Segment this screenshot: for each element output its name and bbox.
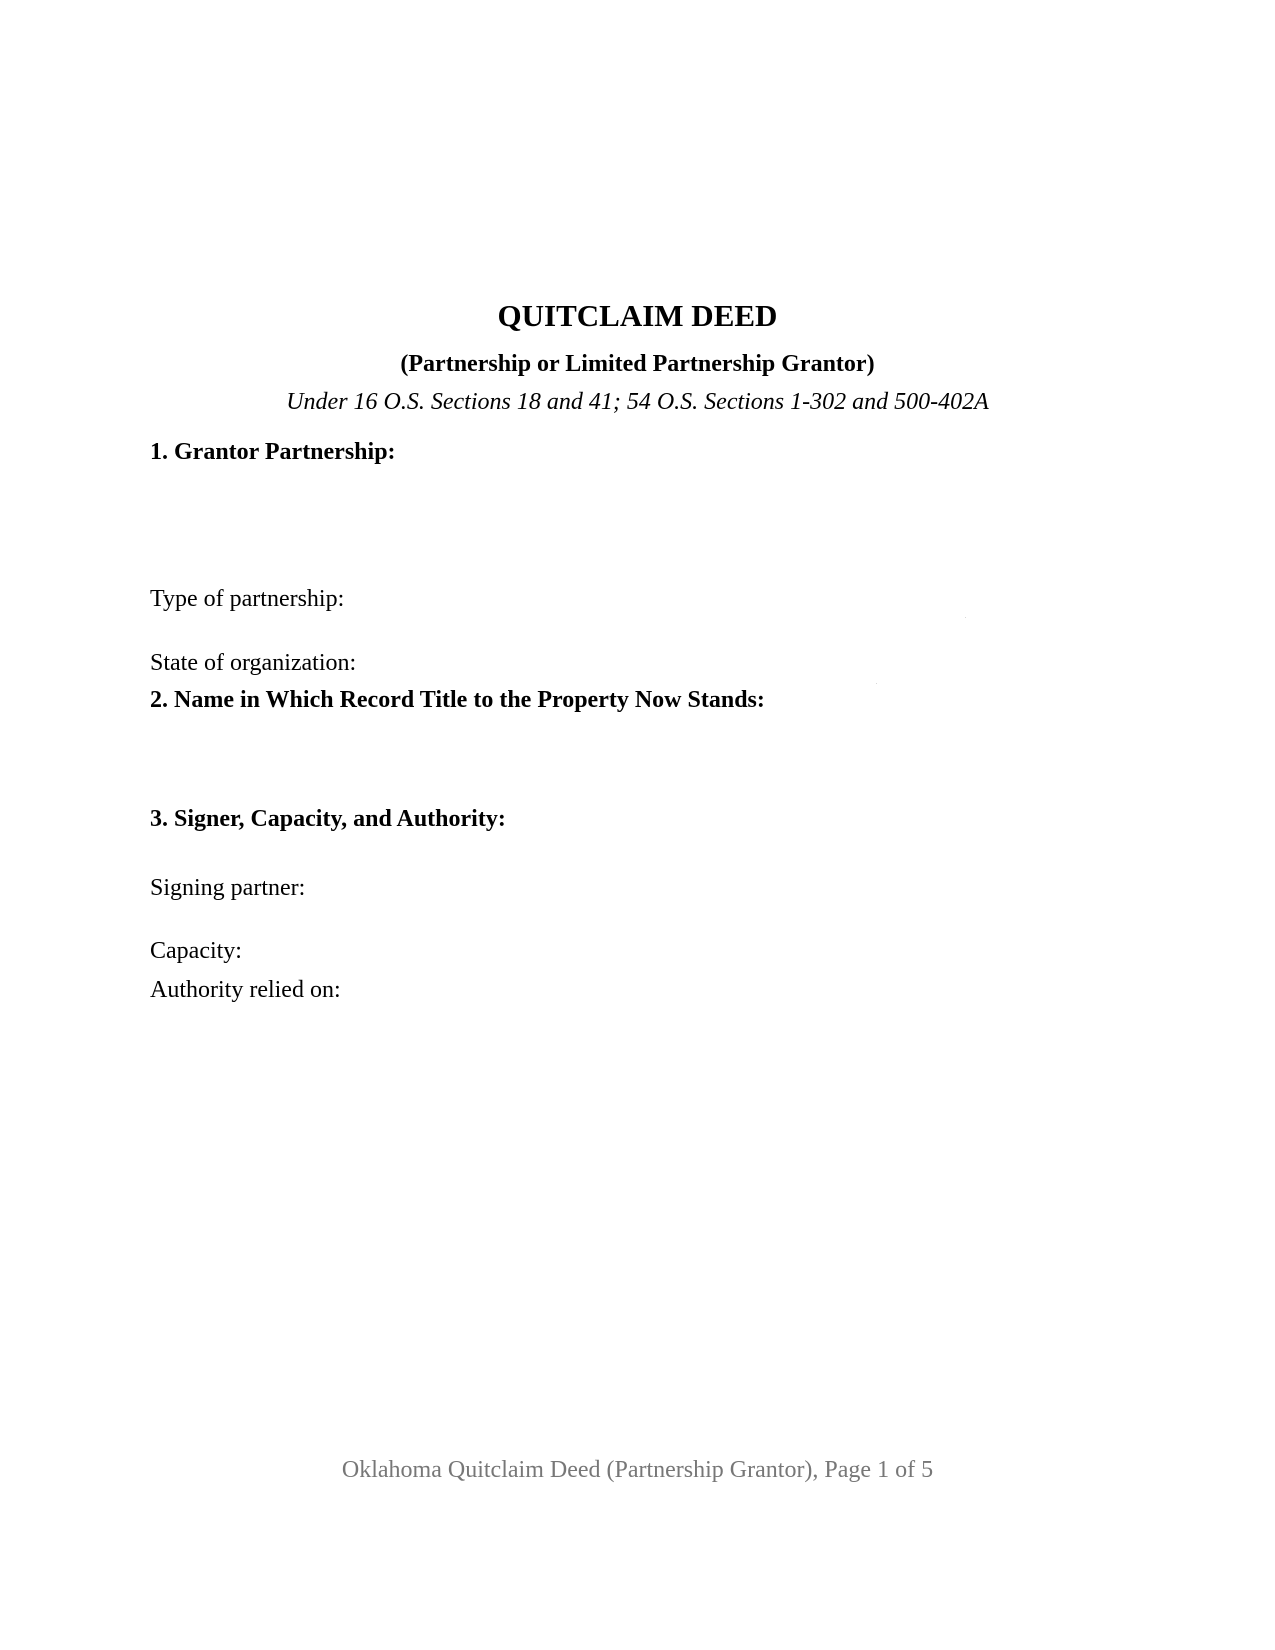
capacity-label: Capacity: bbox=[150, 938, 242, 964]
signing-partner-label: Signing partner: bbox=[150, 875, 306, 901]
statute-reference: Under 16 O.S. Sections 18 and 41; 54 O.S. Sections 1-302 and 500-402A bbox=[286, 389, 989, 415]
document-title: QUITCLAIM DEED bbox=[497, 298, 778, 333]
scan-speck bbox=[876, 683, 877, 684]
section-signer-heading: 3. Signer, Capacity, and Authority: bbox=[150, 806, 506, 832]
scan-speck bbox=[965, 617, 966, 618]
document-subtitle: (Partnership or Limited Partnership Grantor) bbox=[400, 351, 875, 377]
authority-label: Authority relied on: bbox=[150, 977, 341, 1003]
state-of-organization-label: State of organization: bbox=[150, 650, 357, 676]
page-footer: Oklahoma Quitclaim Deed (Partnership Grantor), Page 1 of 5 bbox=[341, 1457, 934, 1483]
partnership-type-label: Type of partnership: bbox=[150, 586, 345, 612]
section-record-title-heading: 2. Name in Which Record Title to the Property Now Stands: bbox=[150, 687, 765, 713]
section-grantor-heading: 1. Grantor Partnership: bbox=[150, 439, 396, 465]
